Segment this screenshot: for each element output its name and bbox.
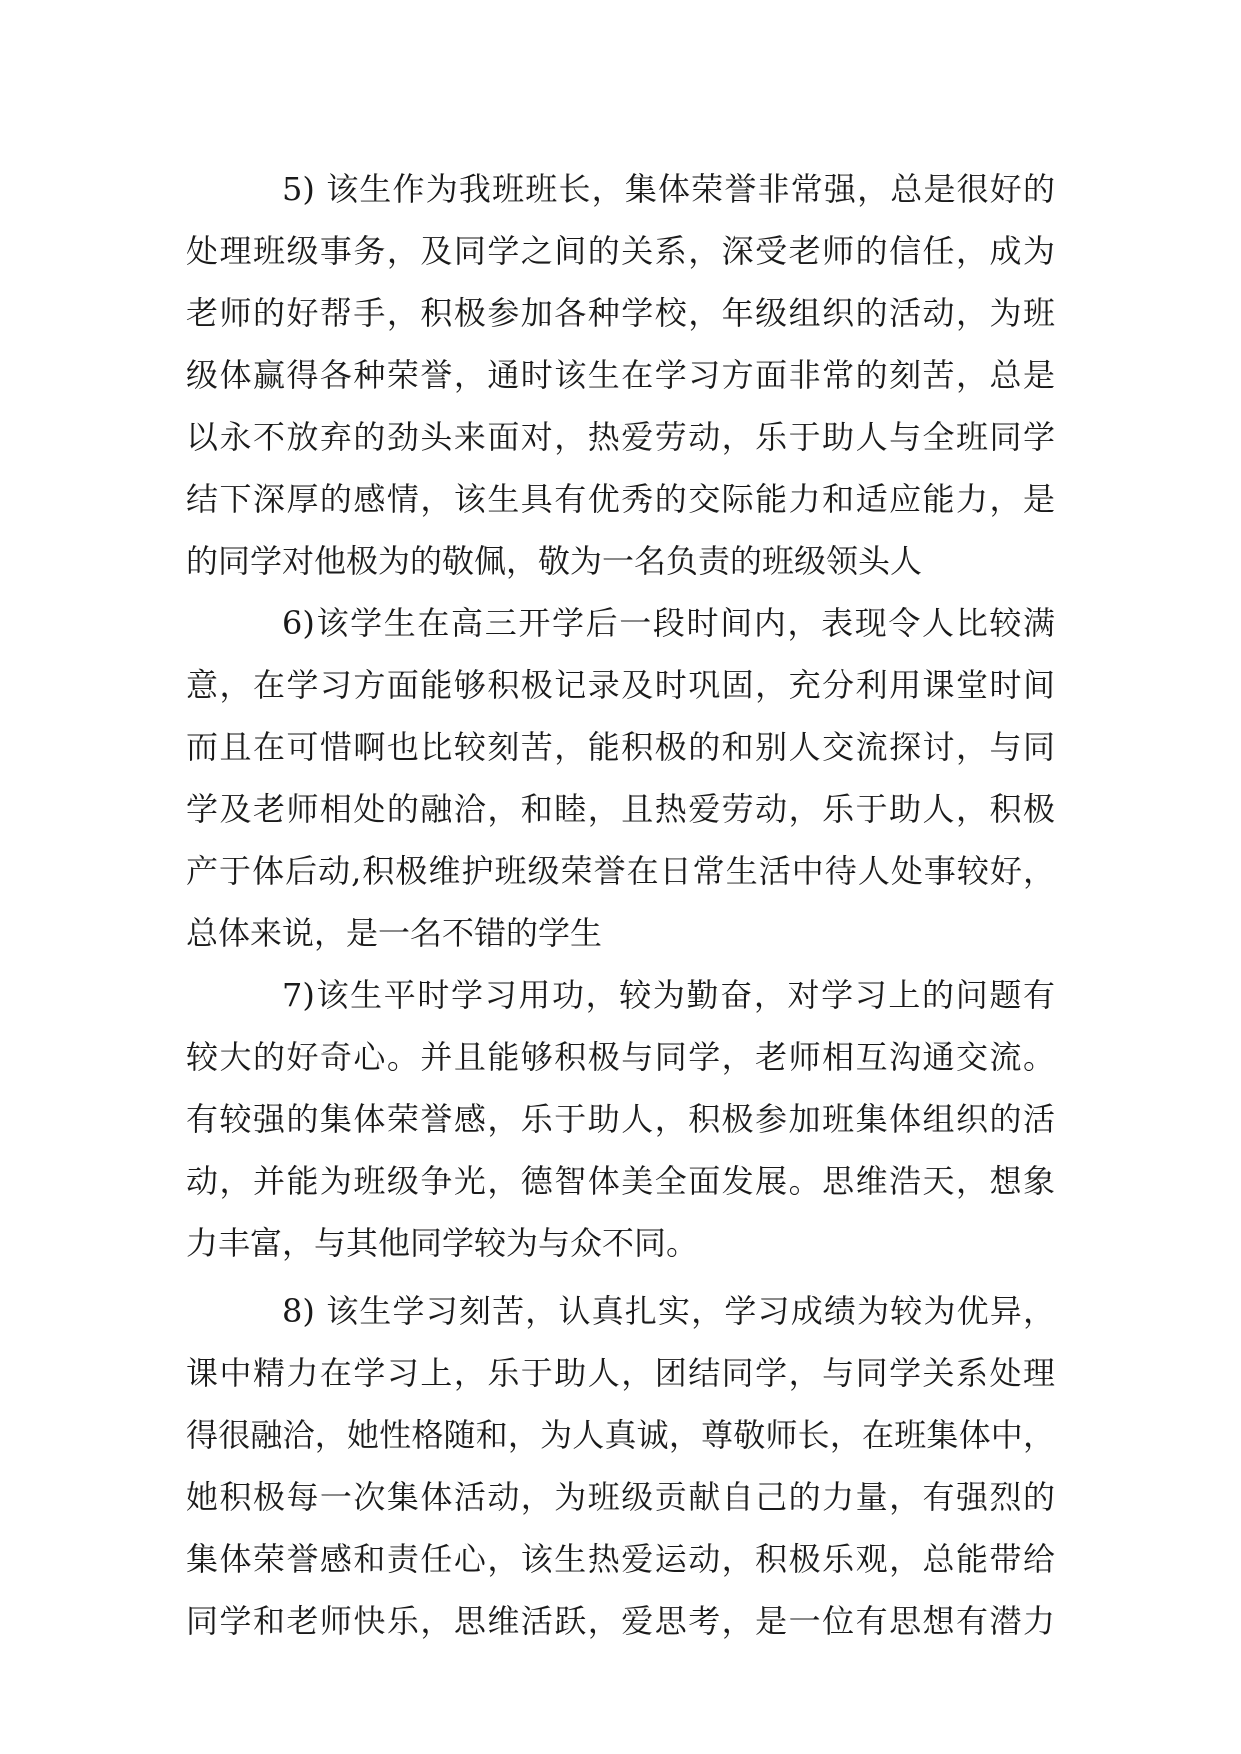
text-line: 意，在学习方面能够积极记录及时巩固，充分利用课堂时间: [186, 666, 1055, 704]
paragraph-5: [186, 158, 1055, 592]
text-line: 她积极每一次集体活动，为班级贡献自己的力量，有强烈的: [186, 1478, 1055, 1516]
text-line: 结下深厚的感情，该生具有优秀的交际能力和适应能力，是: [186, 480, 1055, 518]
text-line: 力丰富，与其他同学较为与众不同。: [186, 1224, 699, 1262]
text-line: 8) 该生学习刻苦，认真扎实，学习成绩为较为优异，: [282, 1292, 1055, 1330]
text-line: 总体来说，是一名不错的学生: [186, 914, 603, 952]
paragraph-6: [186, 592, 1055, 964]
text-line: 产于体后动,积极维护班级荣誉在日常生活中待人处事较好，: [186, 852, 1055, 890]
text-line: 老师的好帮手，积极参加各种学校，年级组织的活动，为班: [186, 294, 1055, 332]
text-line: 得很融洽，她性格随和，为人真诚，尊敬师长，在班集体中，: [186, 1416, 1055, 1454]
text-line: 课中精力在学习上，乐于助人，团结同学，与同学关系处理: [186, 1354, 1055, 1392]
text-line: 6)该学生在高三开学后一段时间内，表现令人比较满: [282, 604, 1055, 642]
text-line: 7)该生平时学习用功，较为勤奋，对学习上的问题有: [282, 976, 1055, 1014]
text-line: 级体赢得各种荣誉，通时该生在学习方面非常的刻苦，总是: [186, 356, 1055, 394]
text-line: 同学和老师快乐，思维活跃，爱思考，是一位有思想有潜力: [186, 1602, 1055, 1640]
text-line: 动，并能为班级争光，德智体美全面发展。思维浩天，想象: [186, 1162, 1055, 1200]
text-line: 有较强的集体荣誉感，乐于助人，积极参加班集体组织的活: [186, 1100, 1055, 1138]
paragraph-7: [186, 964, 1055, 1274]
text-line: 5) 该生作为我班班长，集体荣誉非常强，总是很好的: [282, 170, 1055, 208]
text-line: 以永不放弃的劲头来面对，热爱劳动，乐于助人与全班同学: [186, 418, 1055, 456]
text-line: 学及老师相处的融洽，和睦，且热爱劳动，乐于助人，积极: [186, 790, 1055, 828]
paragraph-8: [186, 1280, 1055, 1652]
text-line: 的同学对他极为的敬佩，敬为一名负责的班级领头人: [186, 542, 923, 580]
text-line: 集体荣誉感和责任心，该生热爱运动，积极乐观，总能带给: [186, 1540, 1055, 1578]
text-line: 较大的好奇心。并且能够积极与同学，老师相互沟通交流。: [186, 1038, 1055, 1076]
text-line: 处理班级事务，及同学之间的关系，深受老师的信任，成为: [186, 232, 1055, 270]
text-line: 而且在可惜啊也比较刻苦，能积极的和别人交流探讨，与同: [186, 728, 1055, 766]
